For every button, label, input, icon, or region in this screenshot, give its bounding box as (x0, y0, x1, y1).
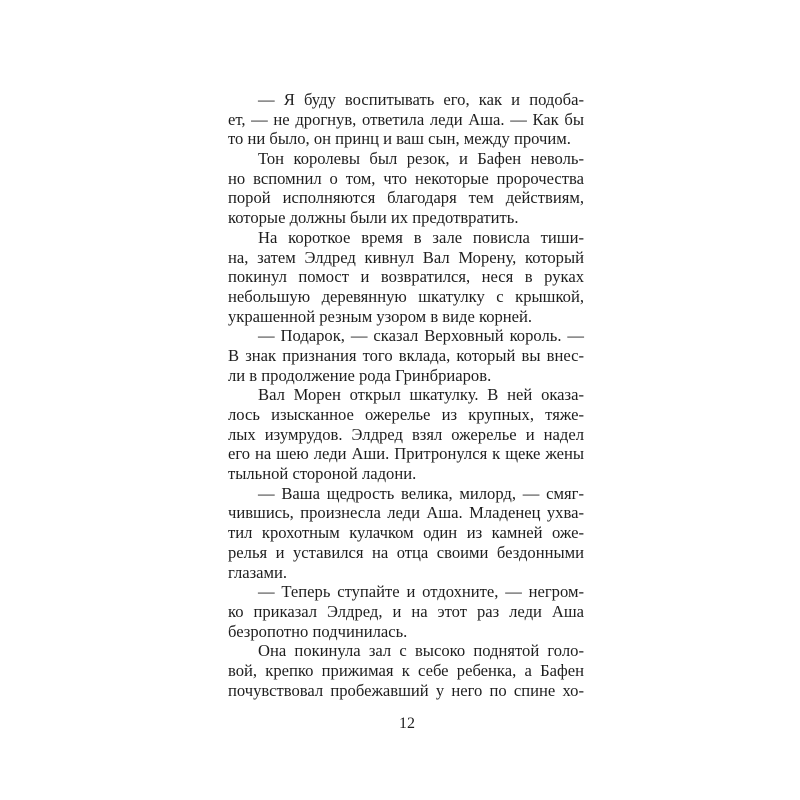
text-line: — Теперь ступайте и отдохните, — негром- (258, 582, 584, 602)
text-line: вой, крепко прижимая к себе ребенка, а Бафен (228, 660, 584, 680)
text-line: тыльной стороной ладони. (228, 464, 417, 484)
text-line: безропотно подчинилась. (228, 621, 408, 641)
text-line: Тон королевы был резок, и Бафен неволь- (258, 149, 584, 169)
body-text (228, 90, 584, 700)
text-line: — Ваша щедрость велика, милорд, — смяг- (258, 483, 584, 503)
page-number: 12 (399, 715, 415, 732)
text-line: порой исполняются благодаря тем действиям, (228, 188, 584, 208)
text-line: тил крохотным кулачком один из камней оже- (228, 523, 584, 543)
text-line: релья и уставился на отца своими бездонными (228, 542, 584, 562)
text-line: которые должны были их предотвратить. (228, 208, 519, 228)
text-line: на, затем Элдред кивнул Вал Морену, который (228, 247, 584, 267)
text-line: но вспомнил о том, что некоторые пророчества (228, 168, 584, 188)
text-line: ли в продолжение рода Гринбриаров. (228, 365, 492, 385)
text-line: лых изумрудов. Элдред взял ожерелье и надел (228, 424, 584, 444)
text-line: почувствовал пробежавший у него по спине хо- (228, 680, 584, 700)
text-line: — Я буду воспитывать его, как и подоба- (258, 90, 584, 109)
text-line: глазами. (228, 562, 288, 582)
text-line: его на шею леди Аши. Притронулся к щеке жены (228, 444, 584, 464)
text-line: Вал Морен открыл шкатулку. В ней оказа- (258, 385, 584, 405)
text-line: — Подарок, — сказал Верховный король. — (258, 326, 584, 346)
text-line: Она покинула зал с высоко поднятой голо- (258, 641, 584, 661)
text-line: украшенной резным узором в виде корней. (228, 306, 533, 326)
text-line: ко приказал Элдред, и на этот раз леди Аша (228, 601, 584, 621)
text-line: чившись, произнесла леди Аша. Младенец ухва- (228, 503, 584, 523)
text-line: лось изысканное ожерелье из крупных, тяже- (228, 405, 584, 424)
text-line: то ни было, он принц и ваш сын, между прочим. (228, 129, 571, 149)
text-line: покинул помост и возвратился, неся в руках (228, 267, 584, 287)
text-line: небольшую деревянную шкатулку с крышкой, (228, 286, 584, 306)
text-line: На короткое время в зале повисла тиши- (258, 227, 584, 247)
text-line: В знак признания того вклада, который вы внес- (228, 345, 584, 365)
text-line: ет, — не дрогнув, ответила леди Аша. — Как бы (228, 109, 584, 129)
